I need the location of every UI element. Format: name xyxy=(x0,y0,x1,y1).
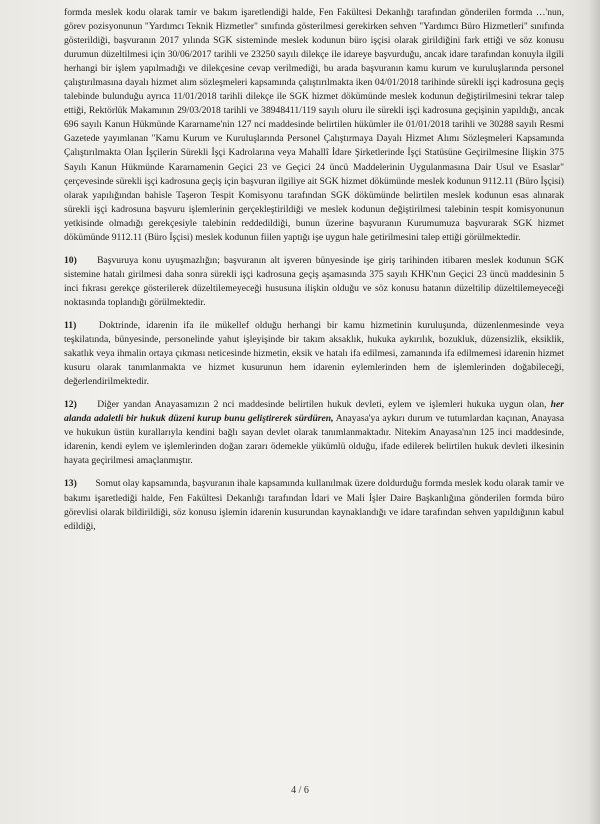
paragraph-text-continued: Anayasa'ya aykırı durum ve tutumlardan kaçınan, Anayasa ve hukukun üstün kurallarıyla kendini bağlı sayan devlet olarak tanımlanmaktadır. Nitekim Anayasa'nın 125 inci maddesinde, idarenin, kendi eylem ve işlemlerinden doğan zararı ödemekle yükümlü olduğu, ifade edilerek belirtilen hukuk devleti ilkesinin hayata geçirilmesi amaçlanmıştır. xyxy=(64,413,564,467)
paragraph-number: 11) xyxy=(64,319,77,331)
paragraph-12 xyxy=(64,398,564,468)
paragraph-10 xyxy=(64,254,564,310)
paragraph-text: Başvuruya konu uyuşmazlığın; başvuranın alt işveren bünyesinde işe giriş tarihinden itibaren meslek kodunun SGK sistemine hatalı girilmesi daha sonra sürekli işçi kadrosuna geçiş aşamasında 375 sayılı KHK'nın Geçici 23 üncü maddesinin 5 inci fıkrası gerekçe gösterilerek düzeltilemeyeceği hususuna ilişkin olduğu ve söz konusu hatanın düzeltilip düzeltilemeyeceği noktasında toplandığı görülmektedir. xyxy=(64,254,564,308)
paragraph-number: 13) xyxy=(64,478,77,490)
paragraph-13 xyxy=(64,477,564,533)
paragraph-text: Somut olay kapsamında, başvuranın ihale kapsamında kullanılmak üzere doldurduğu formda meslek kodu olarak tamir ve bakımı işaretlediği halde, Fen Fakültesi Dekanlığı tarafından İdari ve Mali İşler Daire Başkanlığına gönderilen formda büro görevlisi olarak bildirildiği, söz konusu işlemin idarenin kusurundan kaynaklandığı ve idare tarafından sehven yapıldığının kabul edildiği, xyxy=(64,478,564,532)
paragraph-11 xyxy=(64,319,564,389)
paragraph-number: 12) xyxy=(64,399,77,411)
paragraph-text: Diğer yandan Anayasamızın 2 nci maddesinde belirtilen hukuk devleti, eylem ve işlemleri hukuka uygun olan, xyxy=(97,399,551,411)
paragraph-text: Doktrinde, idarenin ifa ile mükellef olduğu herhangi bir kamu hizmetinin kuruluşunda, düzenlenmesinde veya teşkilatında, bünyesinde, personelinde yahut işleyişinde bir takım aksaklık, hukuka aykırılık, bozukluk, düzensizlik, eksiklik, sakatlık veya ihmalin ortaya çıkması neticesinde hizmetin, eksik ve hatalı ifa edilmesi, zamanında ifa edilmemesi idarenin hizmet kusuru olarak tanımlanmakta ve hizmet kusurunun hem idarenin eylemlerinden hem de işlemlerinden doğabileceği, değerlendirilmektedir. xyxy=(64,319,564,388)
emphasized-text: her alanda adaletli bir hukuk düzeni kurup bunu geliştirerek sürdüren, xyxy=(64,399,564,425)
document-body xyxy=(64,6,564,534)
page-number: 4 / 6 xyxy=(291,785,309,796)
intro-paragraph: formda meslek kodu olarak tamir ve bakım işaretlendiği halde, Fen Fakültesi Dekanlığı tarafından gönderilen formda …'nun, görev pozisyonunun "Yardımcı Teknik Hizmetler" sınıfında gösterilmesi gerekirken sehven "Yardımcı Büro Hizmetleri" sınıfında gösterildiği, başvuranın 2017 yılında SGK sisteminde meslek kodunun büro işçisi olarak girildiğini fark ettiği ve söz konusu durumun düzeltilmesi için 30/06/2017 tarihli ve 23250 sayılı dilekçe ile idareye başvurduğu, ancak idare tarafından konuyla ilgili herhangi bir işlem yapılmadığı ve dilekçesine cevap verilmediği, bu arada başvuranın kamu kurum ve kuruluşlarında personel çalıştırılmasına dayalı hizmet alım sözleşmeleri kapsamında çalıştırılmakta iken 04/01/2018 tarihinde sürekli işçi kadrosuna geçiş talebinde bulunduğu ayrıca 11/01/2018 tarihli dilekçe ile SGK hizmet dökümünde meslek kodunun değiştirilmesini tekrar talep ettiği, Rektörlük Makamının 29/03/2018 tarihli ve 38948411/119 sayılı oluru ile sürekli işçi kadrosuna geçişinin yapıldığı, ancak 696 sayılı Kanun Hükmünde Kararname'nin 127 nci maddesinde belirtilen hükümler ile 01/01/2018 tarihli ve 30288 sayılı Resmi Gazetede yayımlanan "Kamu Kurum ve Kuruluşlarında Personel Çalıştırmaya Dayalı Hizmet Alımı Sözleşmeleri Kapsamında Çalıştırılmakta Olan İşçilerin Sürekli İşçi Kadrolarına veya Mahallî İdare Şirketlerinde İşçi Statüsüne Geçirilmesine İlişkin 375 Sayılı Kanun Hükmünde Kararnamenin Geçici 23 ve Geçici 24 üncü Maddelerinin Uygulanmasına Dair Usul ve Esaslar" çerçevesinde sürekli işçi kadrosuna geçiş için başvuran ilgiliye ait SGK hizmet dökümünde meslek kodunun 9112.11 (Büro İşçisi) olarak yapılığından bahisle Taşeron Tespit Komisyonu tarafından SGK dökümünde belirtilen meslek kodunun esas alınarak sürekli işçi kadrosuna başvuru işlemlerinin gerçekleştirildiği ve meslek kodunun değiştirilmesi talebinin tespit komisyonunun yetkisinde olmadığı gerekçesiyle talebinin reddedildiği, bunun üzerine başvuranın Kurumumuza başvurarak SGK hizmet dökümünde 9112.11 (Büro İşçisi) meslek kodunun fiilen yaptığı işe uygun hale getirilmesini talep ettiği görülmektedir. xyxy=(64,7,564,243)
page-edge-shadow xyxy=(588,0,600,824)
paragraph-number: 10) xyxy=(64,254,77,266)
